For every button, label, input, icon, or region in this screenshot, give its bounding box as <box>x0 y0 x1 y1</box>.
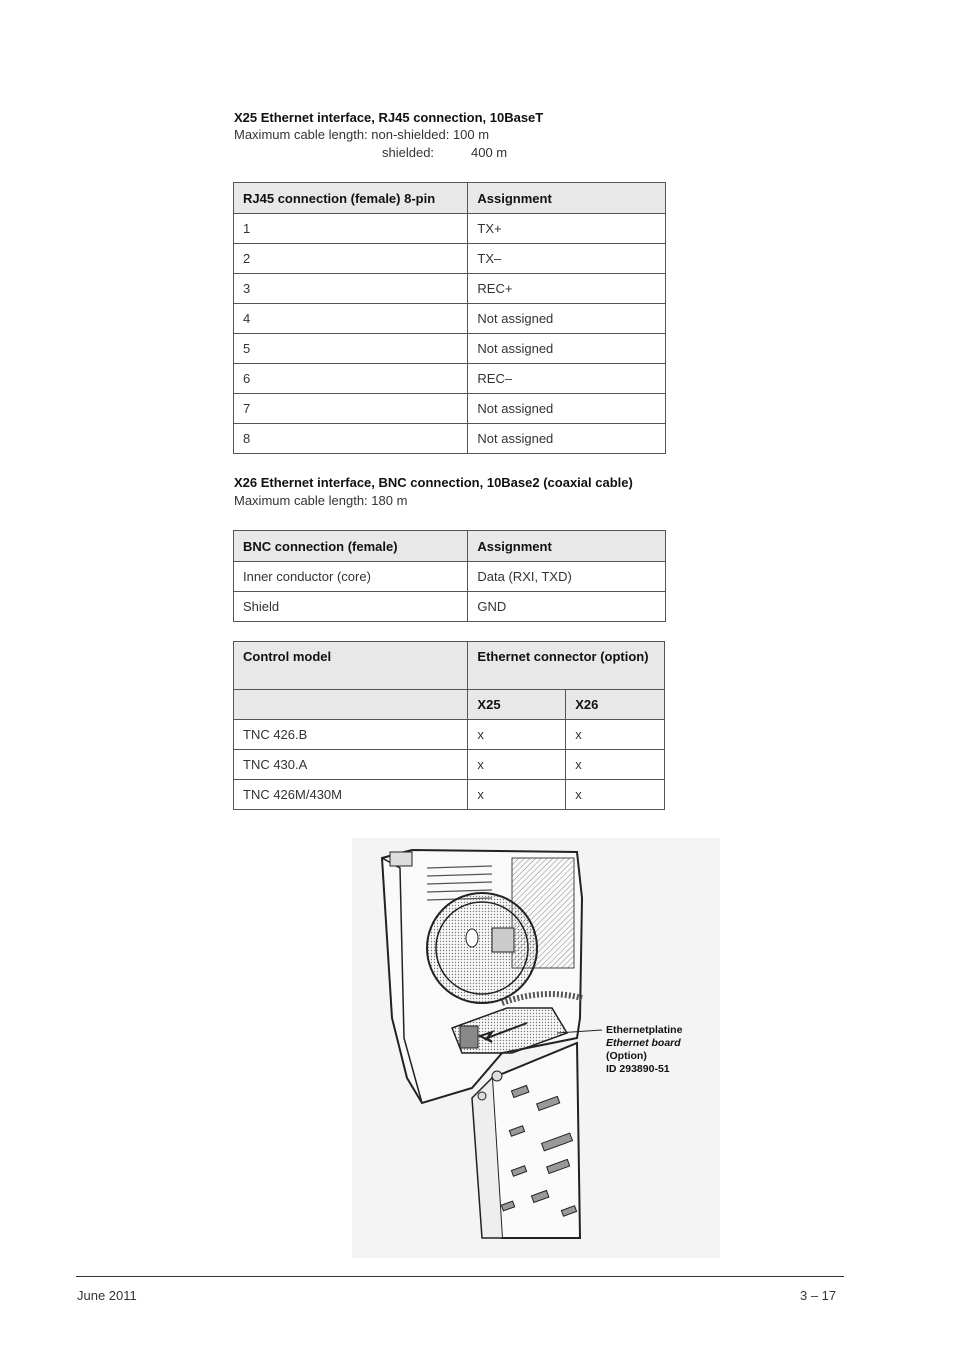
table-row <box>234 720 665 750</box>
table-row <box>234 394 666 424</box>
pin-cell: 1 <box>234 214 468 244</box>
x25-heading: X25 Ethernet interface, RJ45 connection, 10BaseT <box>234 110 544 125</box>
x25-cell: x <box>468 780 566 810</box>
figure-label-de: Ethernetplatine <box>606 1024 683 1036</box>
assignment-cell: Data (RXI, TXD) <box>468 562 666 592</box>
figure-label-en: Ethernet board <box>606 1037 681 1049</box>
model-cell: TNC 430.A <box>234 750 468 780</box>
table-row <box>234 750 665 780</box>
table-header: Assignment <box>468 183 666 214</box>
table-header: Ethernet connector (option) <box>468 642 665 690</box>
assignment-cell: Not assigned <box>468 394 666 424</box>
connection-cell: Shield <box>234 592 468 622</box>
assignment-cell: REC– <box>468 364 666 394</box>
table-row <box>234 334 666 364</box>
table-header: Assignment <box>468 531 666 562</box>
bnc-table <box>233 530 666 622</box>
table-row <box>234 364 666 394</box>
table-row <box>234 780 665 810</box>
table-row <box>234 214 666 244</box>
assignment-cell: Not assigned <box>468 334 666 364</box>
model-cell: TNC 426.B <box>234 720 468 750</box>
table-header: Control model <box>234 642 468 690</box>
table-row <box>234 592 666 622</box>
pin-cell: 6 <box>234 364 468 394</box>
table-header-row <box>234 531 666 562</box>
model-cell: TNC 426M/430M <box>234 780 468 810</box>
footer-date: June 2011 <box>77 1288 137 1303</box>
rj45-table <box>233 182 666 454</box>
assignment-cell: GND <box>468 592 666 622</box>
figure-label-option: (Option) <box>606 1050 647 1062</box>
footer-divider <box>76 1276 844 1277</box>
connection-cell: Inner conductor (core) <box>234 562 468 592</box>
control-model-table <box>233 641 665 810</box>
table-header: X26 <box>566 690 665 720</box>
x25-cable-length: Maximum cable length: non-shielded: 100 m <box>234 127 490 142</box>
pin-cell: 7 <box>234 394 468 424</box>
x25-cell: x <box>468 720 566 750</box>
pin-cell: 3 <box>234 274 468 304</box>
table-row <box>234 424 666 454</box>
pin-cell: 4 <box>234 304 468 334</box>
x25-cell: x <box>468 750 566 780</box>
x26-heading: X26 Ethernet interface, BNC connection, 10Base2 (coaxial cable) <box>234 475 633 490</box>
pin-cell: 8 <box>234 424 468 454</box>
table-row <box>234 304 666 334</box>
assignment-cell: Not assigned <box>468 304 666 334</box>
table-row <box>234 244 666 274</box>
figure-label-id: ID 293890-51 <box>606 1063 670 1075</box>
footer-page-number: 3 – 17 <box>800 1288 837 1303</box>
x26-cell: x <box>566 780 665 810</box>
x26-cell: x <box>566 720 665 750</box>
assignment-cell: Not assigned <box>468 424 666 454</box>
ethernet-board-figure <box>352 838 720 1258</box>
table-header: X25 <box>468 690 566 720</box>
table-header: RJ45 connection (female) 8-pin <box>234 183 468 214</box>
x26-cable-length: Maximum cable length: 180 m <box>234 493 408 508</box>
assignment-cell: TX+ <box>468 214 666 244</box>
x25-shielded-label: shielded: <box>382 145 435 160</box>
table-row <box>234 562 666 592</box>
x25-shielded-value: 400 m <box>471 145 508 160</box>
pin-cell: 5 <box>234 334 468 364</box>
table-header-row <box>234 642 665 690</box>
table-row <box>234 274 666 304</box>
table-header-empty <box>234 690 468 720</box>
assignment-cell: REC+ <box>468 274 666 304</box>
table-subheader-row <box>234 690 665 720</box>
pin-cell: 2 <box>234 244 468 274</box>
x26-cell: x <box>566 750 665 780</box>
table-header: BNC connection (female) <box>234 531 468 562</box>
table-header-row <box>234 183 666 214</box>
assignment-cell: TX– <box>468 244 666 274</box>
